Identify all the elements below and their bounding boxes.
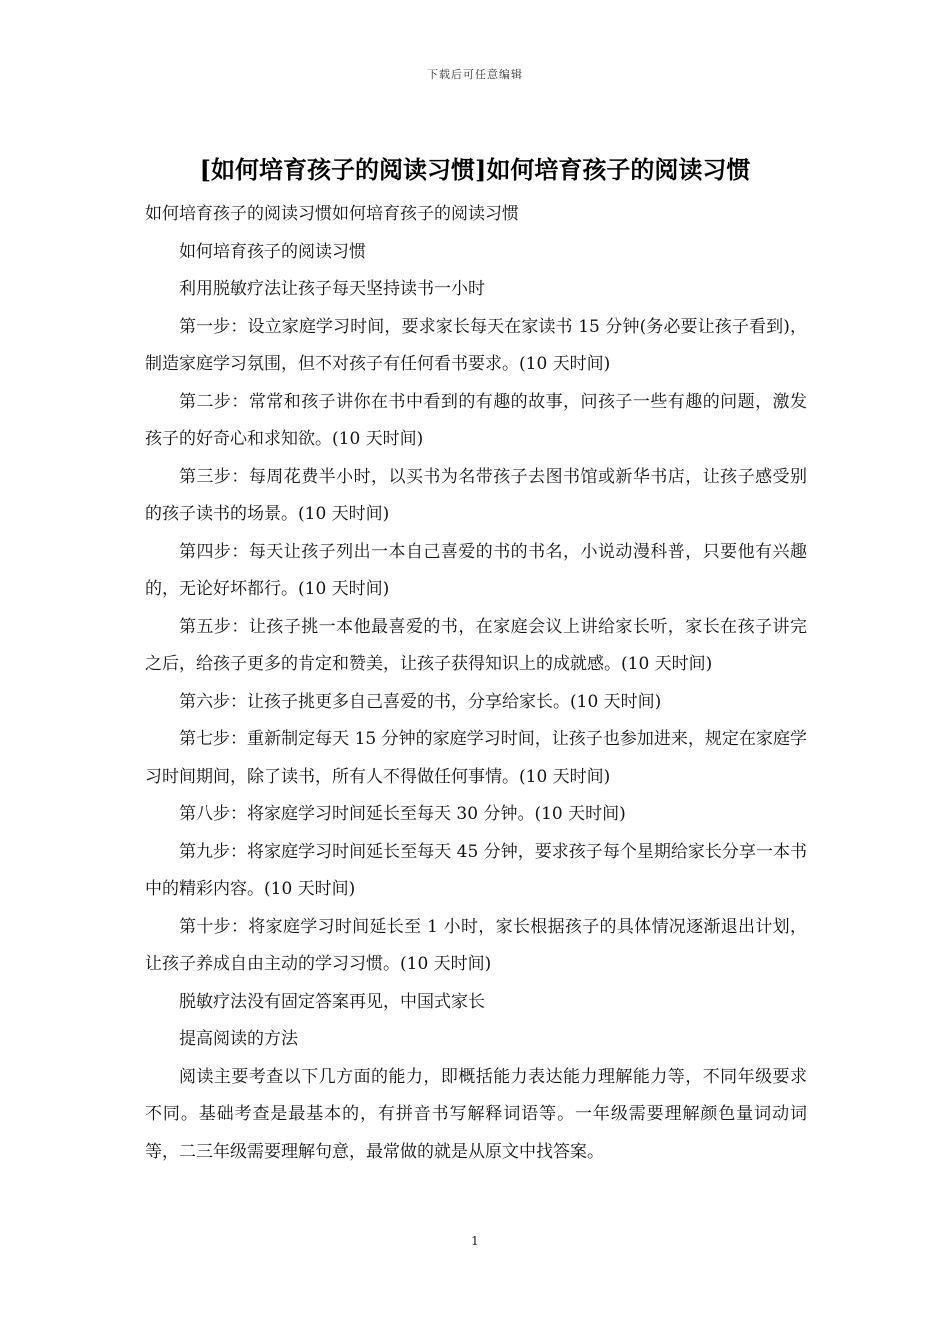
paragraph-heading-repeat: 如何培育孩子的阅读习惯如何培育孩子的阅读习惯: [145, 204, 519, 224]
page-number: 1: [471, 1234, 479, 1248]
paragraph-step-5: 第五步：让孩子挑一本他最喜爱的书，在家庭会议上讲给家长听，家长在孩子讲完之后，给孩子更多的肯定和赞美，让孩子获得知识上的成就感。(10 天时间): [145, 616, 807, 674]
paragraph-closing-note: 脱敏疗法没有固定答案再见，中国式家长: [179, 991, 485, 1012]
document-title: [如何培育孩子的阅读习惯]如何培育孩子的阅读习惯: [199, 155, 751, 184]
header-note: 下载后可任意编辑: [427, 68, 523, 81]
paragraph-method-intro: 利用脱敏疗法让孩子每天坚持读书一小时: [179, 279, 485, 299]
paragraph-reading-skills: 阅读主要考查以下几方面的能力，即概括能力表达能力理解能力等，不同年级要求不同。基础考查是最基本的，有拼音书写解释词语等。一年级需要理解颜色量词动词等，二三年级需要理解句意，最常做的就是从原文中找答案。: [145, 1066, 807, 1162]
paragraph-step-6: 第六步：让孩子挑更多自己喜爱的书，分享给家长。(10 天时间): [179, 691, 662, 712]
paragraph-section-heading: 提高阅读的方法: [179, 1029, 298, 1049]
paragraph-step-8: 第八步：将家庭学习时间延长至每天 30 分钟。(10 天时间): [179, 804, 626, 824]
paragraph-step-7: 第七步：重新制定每天 15 分钟的家庭学习时间，让孩子也参加进来，规定在家庭学习时间期间，除了读书，所有人不得做任何事情。(10 天时间): [145, 729, 807, 787]
paragraph-step-10: 第十步：将家庭学习时间延长至 1 小时，家长根据孩子的具体情况逐渐退出计划，让孩子养成自由主动的学习习惯。(10 天时间): [145, 916, 807, 974]
paragraph-step-3: 第三步：每周花费半小时，以买书为名带孩子去图书馆或新华书店，让孩子感受别的孩子读书的场景。(10 天时间): [145, 466, 807, 524]
paragraph-step-9: 第九步：将家庭学习时间延长至每天 45 分钟，要求孩子每个星期给家长分享一本书中的精彩内容。(10 天时间): [145, 841, 807, 899]
paragraph-subtitle: 如何培育孩子的阅读习惯: [179, 241, 366, 262]
paragraph-step-1: 第一步：设立家庭学习时间，要求家长每天在家读书 15 分钟(务必要让孩子看到)，制造家庭学习氛围，但不对孩子有任何看书要求。(10 天时间): [145, 316, 807, 374]
paragraph-step-4: 第四步：每天让孩子列出一本自己喜爱的书的书名，小说动漫科普，只要他有兴趣的，无论好坏都行。(10 天时间): [145, 541, 807, 599]
paragraph-step-2: 第二步：常常和孩子讲你在书中看到的有趣的故事，问孩子一些有趣的问题，激发孩子的好奇心和求知欲。(10 天时间): [145, 391, 807, 449]
document-body: [145, 196, 807, 1171]
